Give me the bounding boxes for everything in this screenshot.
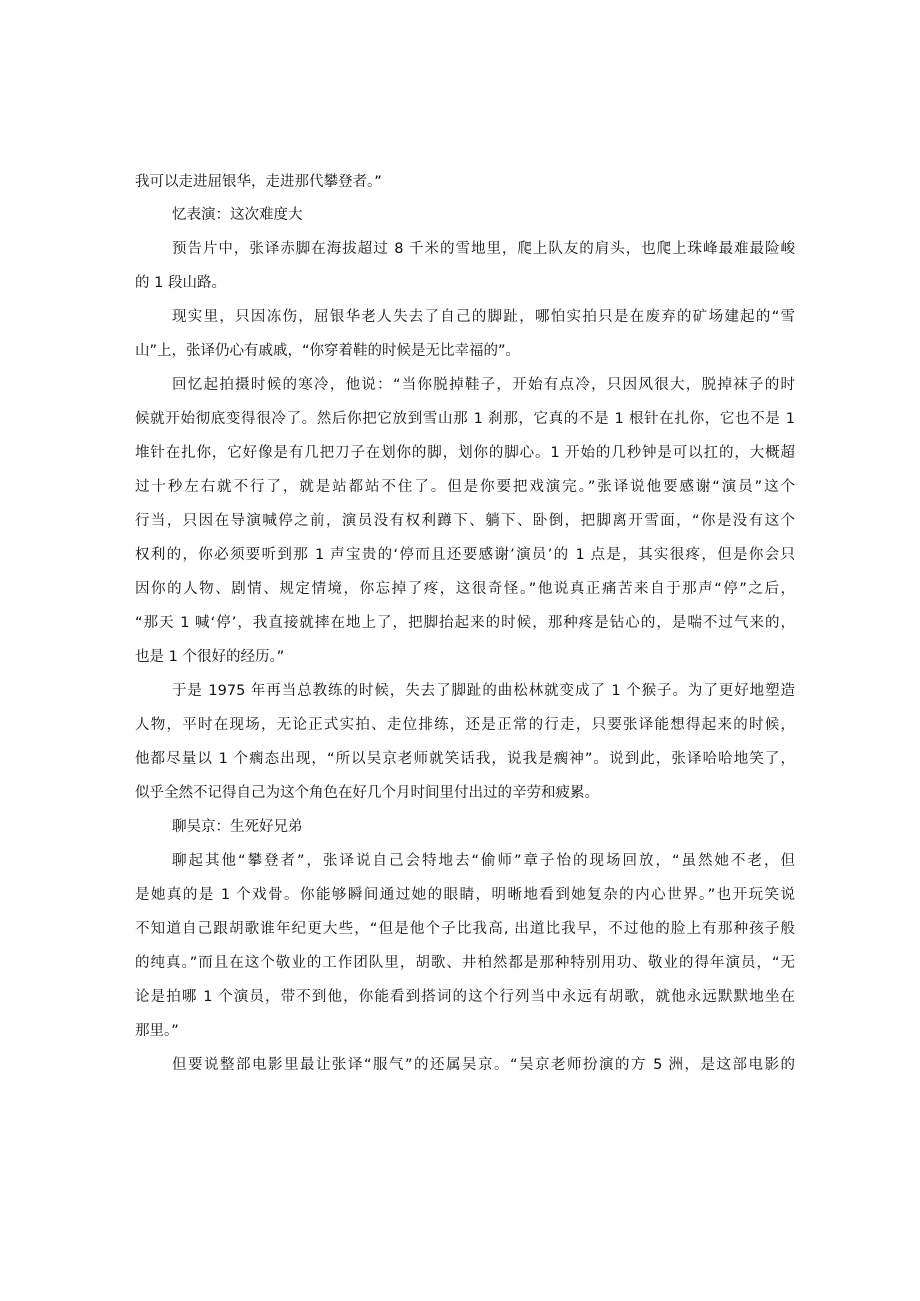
text-line: 预告片中，张译赤脚在海拔超过 8 千米的雪地里，爬上队友的肩头，也爬上珠峰最难最险峻 bbox=[172, 241, 795, 257]
text-line: 也是 1 个很好的经历。” bbox=[135, 649, 285, 665]
text-line: 现实里，只因冻伤，屈银华老人失去了自己的脚趾，哪怕实拍只是在废弃的矿场建起的“雪 bbox=[172, 309, 795, 325]
text-line: 论是拍哪 1 个演员，带不到他，你能看到搭词的这个行列当中永远有胡歌，就他永远默默地坐在 bbox=[135, 989, 795, 1005]
text-line: 回忆起拍摄时候的寒冷，他说：“当你脱掉鞋子，开始有点冷，只因风很大，脱掉袜子的时 bbox=[172, 377, 795, 393]
text-line: 人物，平时在现场，无论正式实拍、走位排练，还是正常的行走，只要张译能想得起来的时候， bbox=[135, 717, 795, 733]
text-line: 不知道自己跟胡歌谁年纪更大些，“但是他个子比我高, 出道比我早，不过他的脸上有那种孩子般 bbox=[135, 921, 795, 937]
text-line: 权利的，你必须要听到那 1 声宝贵的‘停而且还要感谢’演员’的 1 点是，其实很疼，但是你会只 bbox=[135, 547, 795, 563]
text-line: 那里。” bbox=[135, 1023, 179, 1039]
text-line: 因你的人物、剧情、规定情境，你忘掉了疼，这很奇怪。”他说真正痛苦来自于那声“停”之后， bbox=[135, 581, 795, 597]
section-heading: 忆表演：这次难度大 bbox=[172, 207, 303, 223]
text-line: 山”上，张译仍心有戚戚，“你穿着鞋的时候是无比幸福的”。 bbox=[135, 343, 521, 359]
text-line: 我可以走进屈银华，走进那代攀登者。” bbox=[135, 174, 382, 190]
section-heading: 聊吴京：生死好兄弟 bbox=[172, 819, 303, 835]
text-line: 他都尽量以 1 个瘸态出现，“所以吴京老师就笑话我，说我是瘸神”。说到此，张译哈哈地笑了， bbox=[135, 751, 795, 767]
text-line: 行当，只因在导演喊停之前，演员没有权利蹲下、躺下、卧倒，把脚离开雪面，“你是没有这个 bbox=[135, 513, 795, 529]
text-line: 似乎全然不记得自己为这个角色在好几个月时间里付出过的辛劳和疲累。 bbox=[135, 785, 599, 801]
text-line: 的 1 段山路。 bbox=[135, 275, 226, 291]
text-line: 聊起其他“攀登者”，张译说自己会特地去“偷师”章子怡的现场回放，“虽然她不老，但 bbox=[172, 853, 795, 869]
text-line: “那天 1 喊‘停’，我直接就摔在地上了，把脚抬起来的时候，那种疼是钻心的，是喘不过气来的， bbox=[135, 615, 795, 631]
text-line: 于是 1975 年再当总教练的时候，失去了脚趾的曲松林就变成了 1 个猴子。为了更好地塑造 bbox=[172, 683, 795, 699]
text-line: 堆针在扎你，它好像是有几把刀子在划你的脚，划你的脚心。1 开始的几秒钟是可以扛的，大概超 bbox=[135, 445, 795, 461]
text-line: 候就开始彻底变得很冷了。然后你把它放到雪山那 1 刹那，它真的不是 1 根针在扎你，它也不是 1 bbox=[135, 411, 795, 427]
text-line: 的纯真。”而且在这个敬业的工作团队里，胡歌、井柏然都是那种特别用功、敬业的得年演员，“无 bbox=[135, 955, 795, 971]
text-line: 过十秒左右就不行了，就是站都站不住了。但是你要把戏演完。”张译说他要感谢“演员”这个 bbox=[135, 479, 795, 495]
text-line: 但要说整部电影里最让张译“服气”的还属吴京。“吴京老师扮演的方 5 洲，是这部电影的 bbox=[172, 1057, 795, 1073]
text-line: 是她真的是 1 个戏骨。你能够瞬间通过她的眼睛，明晰地看到她复杂的内心世界。”也开玩笑说 bbox=[135, 887, 795, 903]
